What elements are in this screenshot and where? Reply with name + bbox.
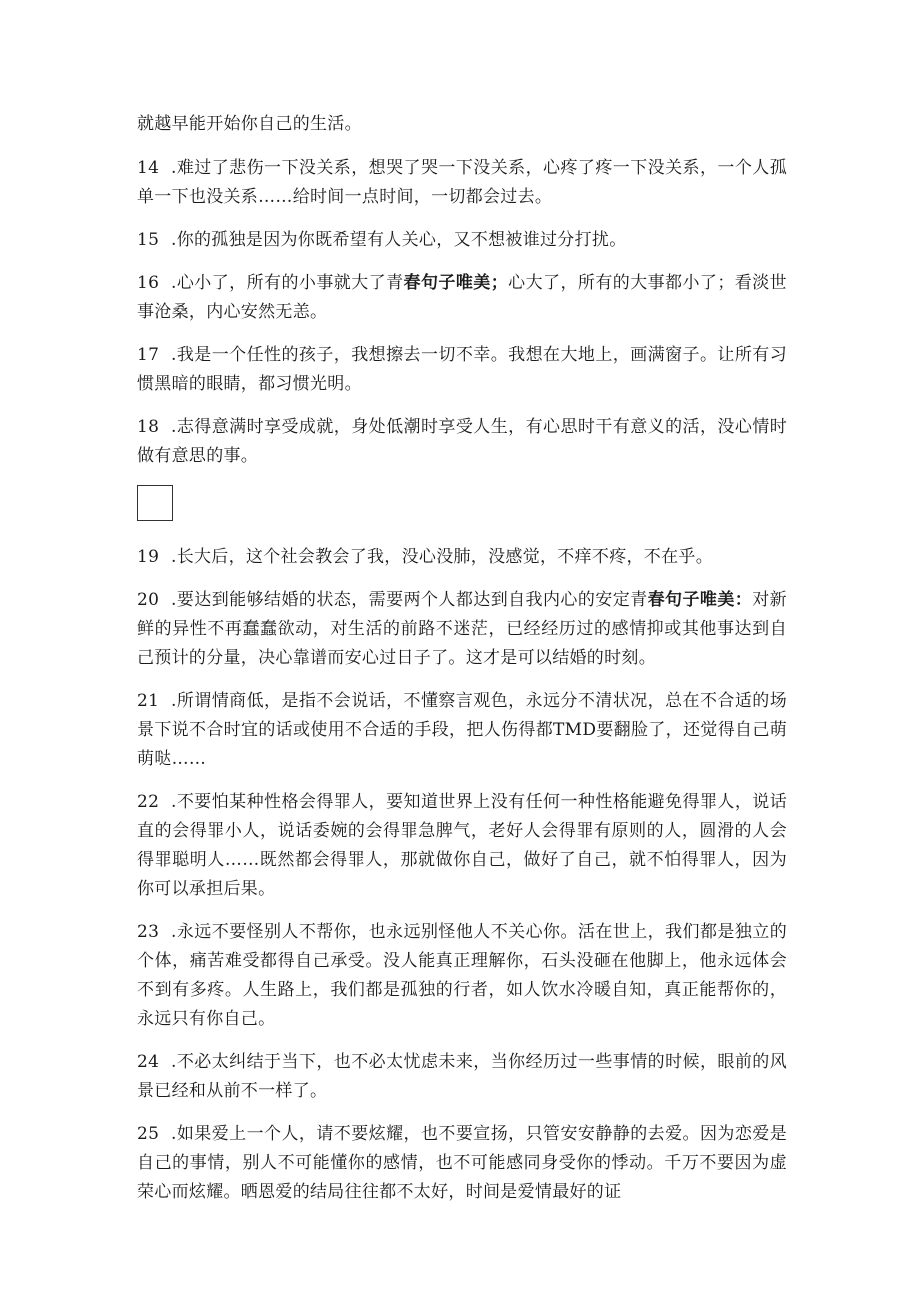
paragraph-number: 25 bbox=[137, 1124, 160, 1144]
paragraph-15: 15 .你的孤独是因为你既希望有人关心，又不想被谁过分打扰。 bbox=[137, 226, 787, 255]
paragraph-20: 20 .要达到能够结婚的状态，需要两个人都达到自我内心的安定青春句子唯美：对新鲜的异性不再蠢蠢欲动，对生活的前路不迷茫，已经经历过的感情抑或其他事达到自己预计的分量，决心靠谱而安心过日子了。这才是可以结婚的时刻。 bbox=[137, 586, 787, 673]
paragraph-14: 14 .难过了悲伤一下没关系，想哭了哭一下没关系，心疼了疼一下没关系，一个人孤单一下也没关系……给时间一点时间，一切都会过去。 bbox=[137, 154, 787, 212]
empty-box bbox=[137, 485, 173, 521]
bold-phrase: 春句子唯美； bbox=[403, 273, 508, 293]
paragraph-number: 17 bbox=[137, 345, 160, 365]
paragraph-24: 24 .不必太纠结于当下，也不必太忧虑未来，当你经历过一些事情的时候，眼前的风景已经和从前不一样了。 bbox=[137, 1048, 787, 1106]
paragraph-25: 25 .如果爱上一个人，请不要炫耀，也不要宣扬，只管安安静静的去爱。因为恋爱是自己的事情，别人不可能懂你的感情，也不可能感同身受你的悸动。千万不要因为虚荣心而炫耀。晒恩爱的结局往往都不太好，时间是爱情最好的证 bbox=[137, 1120, 787, 1207]
paragraph-number: 16 bbox=[137, 273, 160, 293]
paragraph-number: 19 bbox=[137, 547, 160, 567]
paragraph-17: 17 .我是一个任性的孩子，我想擦去一切不幸。我想在大地上，画满窗子。让所有习惯黑暗的眼睛，都习惯光明。 bbox=[137, 341, 787, 399]
document-body bbox=[137, 110, 787, 1221]
paragraph-16: 16 .心小了，所有的小事就大了青春句子唯美；心大了，所有的大事都小了；看淡世事沧桑，内心安然无恙。 bbox=[137, 269, 787, 327]
paragraph-number: 21 bbox=[137, 691, 160, 711]
paragraph-number: 23 bbox=[137, 922, 160, 942]
paragraph-18: 18 .志得意满时享受成就，身处低潮时享受人生，有心思时干有意义的活，没心情时做有意思的事。 bbox=[137, 413, 787, 471]
paragraph-continuation: 就越早能开始你自己的生活。 bbox=[137, 114, 362, 134]
paragraph-number: 24 bbox=[137, 1052, 160, 1072]
paragraph-21: 21 .所谓情商低，是指不会说话，不懂察言观色，永远分不清状况，总在不合适的场景下说不合时宜的话或使用不合适的手段，把人伤得都TMD要翻脸了，还觉得自己萌萌哒…… bbox=[137, 687, 787, 774]
paragraph-19: 19 .长大后，这个社会教会了我，没心没肺，没感觉，不痒不疼，不在乎。 bbox=[137, 543, 787, 572]
paragraph-number: 18 bbox=[137, 417, 160, 437]
paragraph-number: 22 bbox=[137, 792, 160, 812]
paragraph-number: 20 bbox=[137, 590, 160, 610]
paragraph-23: 23 .永远不要怪别人不帮你，也永远别怪他人不关心你。活在世上，我们都是独立的个体，痛苦难受都得自己承受。没人能真正理解你，石头没砸在他脚上，他永远体会不到有多疼。人生路上，我们都是孤独的行者，如人饮水冷暖自知，真正能帮你的，永远只有你自己。 bbox=[137, 918, 787, 1034]
bold-phrase: 春句子唯美： bbox=[647, 590, 753, 610]
paragraph-22: 22 .不要怕某种性格会得罪人，要知道世界上没有任何一种性格能避免得罪人，说话直的会得罪小人，说话委婉的会得罪急脾气，老好人会得罪有原则的人，圆滑的人会得罪聪明人……既然都会得罪人，那就做你自己，做好了自己，就不怕得罪人，因为你可以承担后果。 bbox=[137, 788, 787, 904]
paragraph-number: 15 bbox=[137, 230, 160, 250]
paragraph-number: 14 bbox=[137, 158, 160, 178]
